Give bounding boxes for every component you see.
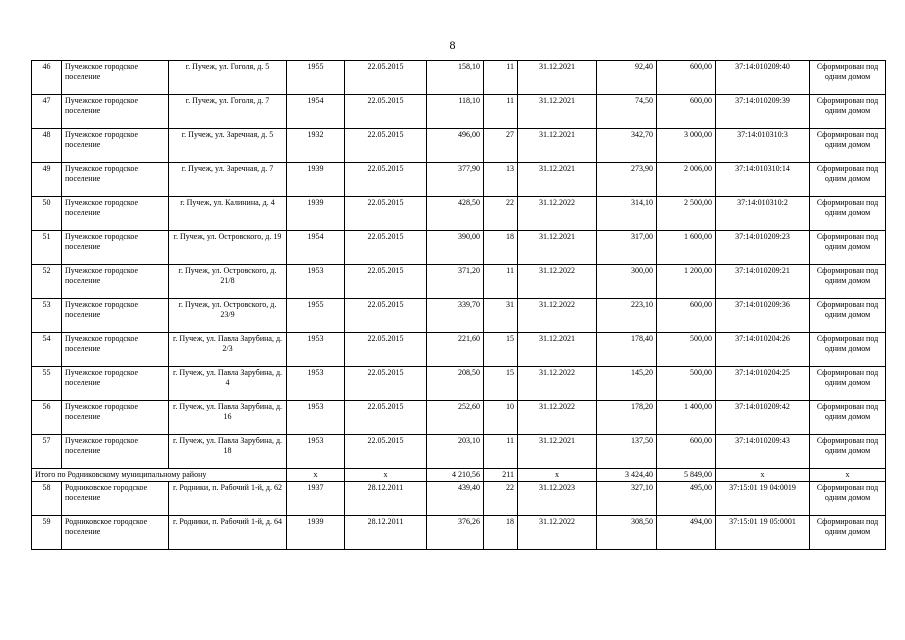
cadastral-cell: 37:14:010209:42 bbox=[716, 401, 810, 435]
deadline-cell: 31.12.2022 bbox=[518, 265, 597, 299]
year-cell: 1954 bbox=[287, 95, 345, 129]
residents-cell: 11 bbox=[484, 435, 518, 469]
row-number: 59 bbox=[32, 516, 62, 550]
year-cell: 1953 bbox=[287, 265, 345, 299]
total-label: Итого по Родниковскому муниципальному району bbox=[32, 469, 287, 482]
price-cell: 3 000,00 bbox=[657, 129, 716, 163]
living-area-cell: 327,10 bbox=[597, 482, 657, 516]
deadline-cell: 31.12.2022 bbox=[518, 516, 597, 550]
area-cell: 496,00 bbox=[427, 129, 484, 163]
living-area-cell: 273,90 bbox=[597, 163, 657, 197]
living-area-cell: 92,40 bbox=[597, 61, 657, 95]
status-cell: Сформирован под одним домом bbox=[810, 299, 886, 333]
living-area-cell: 145,20 bbox=[597, 367, 657, 401]
area-cell: 376,26 bbox=[427, 516, 484, 550]
status-cell: Сформирован под одним домом bbox=[810, 401, 886, 435]
address-cell: г. Пучеж, ул. Островского, д. 23/9 bbox=[169, 299, 287, 333]
table-row bbox=[32, 129, 886, 163]
deadline-cell: 31.12.2022 bbox=[518, 367, 597, 401]
table-row bbox=[32, 516, 886, 550]
price-cell: 2 500,00 bbox=[657, 197, 716, 231]
year-cell: 1953 bbox=[287, 401, 345, 435]
housing-table bbox=[31, 60, 886, 550]
living-area-cell: 3 424,40 bbox=[597, 469, 657, 482]
row-number: 58 bbox=[32, 482, 62, 516]
cadastral-cell: 37:14:010204:26 bbox=[716, 333, 810, 367]
table-row bbox=[32, 197, 886, 231]
cadastral-cell: 37:14:010310:3 bbox=[716, 129, 810, 163]
deadline-cell: 31.12.2023 bbox=[518, 482, 597, 516]
price-cell: 2 006,00 bbox=[657, 163, 716, 197]
year-cell: 1954 bbox=[287, 231, 345, 265]
date-cell: 22.05.2015 bbox=[345, 163, 427, 197]
year-cell: 1939 bbox=[287, 163, 345, 197]
cadastral-cell: 37:14:010209:43 bbox=[716, 435, 810, 469]
row-number: 48 bbox=[32, 129, 62, 163]
residents-cell: 11 bbox=[484, 265, 518, 299]
cadastral-cell: 37:14:010310:2 bbox=[716, 197, 810, 231]
residents-cell: 11 bbox=[484, 95, 518, 129]
status-cell: Сформирован под одним домом bbox=[810, 367, 886, 401]
living-area-cell: 300,00 bbox=[597, 265, 657, 299]
status-cell: Сформирован под одним домом bbox=[810, 482, 886, 516]
table-row bbox=[32, 482, 886, 516]
year-cell: 1937 bbox=[287, 482, 345, 516]
year-cell: 1939 bbox=[287, 516, 345, 550]
price-cell: 5 849,00 bbox=[657, 469, 716, 482]
row-number: 57 bbox=[32, 435, 62, 469]
row-number: 56 bbox=[32, 401, 62, 435]
address-cell: г. Родники, п. Рабочий 1-й, д. 64 bbox=[169, 516, 287, 550]
total-row bbox=[32, 469, 886, 482]
date-cell: 28.12.2011 bbox=[345, 516, 427, 550]
date-cell: 22.05.2015 bbox=[345, 197, 427, 231]
table-row bbox=[32, 265, 886, 299]
row-number: 54 bbox=[32, 333, 62, 367]
price-cell: 600,00 bbox=[657, 435, 716, 469]
residents-cell: 18 bbox=[484, 516, 518, 550]
status-cell: Сформирован под одним домом bbox=[810, 197, 886, 231]
living-area-cell: 314,10 bbox=[597, 197, 657, 231]
row-number: 46 bbox=[32, 61, 62, 95]
area-cell: 4 210,56 bbox=[427, 469, 484, 482]
page-number: 8 bbox=[449, 38, 456, 52]
price-cell: 494,00 bbox=[657, 516, 716, 550]
area-cell: 158,10 bbox=[427, 61, 484, 95]
address-cell: г. Пучеж, ул. Павла Зарубина, д. 16 bbox=[169, 401, 287, 435]
year-cell: 1955 bbox=[287, 61, 345, 95]
residents-cell: 211 bbox=[484, 469, 518, 482]
residents-cell: 22 bbox=[484, 197, 518, 231]
residents-cell: 13 bbox=[484, 163, 518, 197]
date-cell: 22.05.2015 bbox=[345, 95, 427, 129]
row-number: 52 bbox=[32, 265, 62, 299]
deadline-cell: 31.12.2022 bbox=[518, 197, 597, 231]
date-cell: 22.05.2015 bbox=[345, 401, 427, 435]
year-cell: х bbox=[287, 469, 345, 482]
table-row bbox=[32, 299, 886, 333]
area-cell: 203,10 bbox=[427, 435, 484, 469]
date-cell: х bbox=[345, 469, 427, 482]
cadastral-cell: 37:14:010209:36 bbox=[716, 299, 810, 333]
area-cell: 390,00 bbox=[427, 231, 484, 265]
price-cell: 495,00 bbox=[657, 482, 716, 516]
settlement-cell: Пучежское городское поселение bbox=[62, 95, 169, 129]
row-number: 50 bbox=[32, 197, 62, 231]
address-cell: г. Пучеж, ул. Павла Зарубина, д. 18 bbox=[169, 435, 287, 469]
living-area-cell: 137,50 bbox=[597, 435, 657, 469]
status-cell: Сформирован под одним домом bbox=[810, 163, 886, 197]
living-area-cell: 178,40 bbox=[597, 333, 657, 367]
row-number: 47 bbox=[32, 95, 62, 129]
date-cell: 22.05.2015 bbox=[345, 231, 427, 265]
price-cell: 1 200,00 bbox=[657, 265, 716, 299]
cadastral-cell: 37:14:010209:21 bbox=[716, 265, 810, 299]
status-cell: Сформирован под одним домом bbox=[810, 333, 886, 367]
living-area-cell: 74,50 bbox=[597, 95, 657, 129]
area-cell: 428,50 bbox=[427, 197, 484, 231]
area-cell: 118,10 bbox=[427, 95, 484, 129]
table-row bbox=[32, 333, 886, 367]
deadline-cell: х bbox=[518, 469, 597, 482]
cadastral-cell: 37:15:01 19 05:0001 bbox=[716, 516, 810, 550]
settlement-cell: Родниковское городское поселение bbox=[62, 482, 169, 516]
area-cell: 208,50 bbox=[427, 367, 484, 401]
deadline-cell: 31.12.2021 bbox=[518, 129, 597, 163]
deadline-cell: 31.12.2022 bbox=[518, 299, 597, 333]
cadastral-cell: х bbox=[716, 469, 810, 482]
status-cell: Сформирован под одним домом bbox=[810, 435, 886, 469]
residents-cell: 10 bbox=[484, 401, 518, 435]
area-cell: 221,60 bbox=[427, 333, 484, 367]
year-cell: 1932 bbox=[287, 129, 345, 163]
cadastral-cell: 37:14:010209:39 bbox=[716, 95, 810, 129]
living-area-cell: 178,20 bbox=[597, 401, 657, 435]
deadline-cell: 31.12.2021 bbox=[518, 95, 597, 129]
area-cell: 371,20 bbox=[427, 265, 484, 299]
settlement-cell: Пучежское городское поселение bbox=[62, 401, 169, 435]
address-cell: г. Пучеж, ул. Заречная, д. 7 bbox=[169, 163, 287, 197]
deadline-cell: 31.12.2021 bbox=[518, 163, 597, 197]
deadline-cell: 31.12.2021 bbox=[518, 333, 597, 367]
date-cell: 22.05.2015 bbox=[345, 333, 427, 367]
table-row bbox=[32, 367, 886, 401]
address-cell: г. Пучеж, ул. Островского, д. 19 bbox=[169, 231, 287, 265]
row-number: 49 bbox=[32, 163, 62, 197]
status-cell: Сформирован под одним домом bbox=[810, 265, 886, 299]
settlement-cell: Пучежское городское поселение bbox=[62, 367, 169, 401]
year-cell: 1955 bbox=[287, 299, 345, 333]
status-cell: Сформирован под одним домом bbox=[810, 516, 886, 550]
address-cell: г. Пучеж, ул. Заречная, д. 5 bbox=[169, 129, 287, 163]
address-cell: г. Пучеж, ул. Гоголя, д. 5 bbox=[169, 61, 287, 95]
price-cell: 600,00 bbox=[657, 95, 716, 129]
living-area-cell: 223,10 bbox=[597, 299, 657, 333]
residents-cell: 11 bbox=[484, 61, 518, 95]
price-cell: 600,00 bbox=[657, 61, 716, 95]
area-cell: 377,90 bbox=[427, 163, 484, 197]
settlement-cell: Пучежское городское поселение bbox=[62, 129, 169, 163]
area-cell: 252,60 bbox=[427, 401, 484, 435]
area-cell: 439,40 bbox=[427, 482, 484, 516]
address-cell: г. Пучеж, ул. Гоголя, д. 7 bbox=[169, 95, 287, 129]
year-cell: 1953 bbox=[287, 435, 345, 469]
price-cell: 1 400,00 bbox=[657, 401, 716, 435]
row-number: 53 bbox=[32, 299, 62, 333]
settlement-cell: Пучежское городское поселение bbox=[62, 61, 169, 95]
date-cell: 22.05.2015 bbox=[345, 61, 427, 95]
deadline-cell: 31.12.2021 bbox=[518, 61, 597, 95]
address-cell: г. Пучеж, ул. Павла Зарубина, д. 2/3 bbox=[169, 333, 287, 367]
settlement-cell: Пучежское городское поселение bbox=[62, 299, 169, 333]
settlement-cell: Пучежское городское поселение bbox=[62, 163, 169, 197]
date-cell: 22.05.2015 bbox=[345, 299, 427, 333]
settlement-cell: Родниковское городское поселение bbox=[62, 516, 169, 550]
row-number: 51 bbox=[32, 231, 62, 265]
status-cell: Сформирован под одним домом bbox=[810, 129, 886, 163]
living-area-cell: 308,50 bbox=[597, 516, 657, 550]
cadastral-cell: 37:15:01 19 04:0019 bbox=[716, 482, 810, 516]
row-number: 55 bbox=[32, 367, 62, 401]
price-cell: 600,00 bbox=[657, 299, 716, 333]
area-cell: 339,70 bbox=[427, 299, 484, 333]
table-body bbox=[32, 61, 886, 550]
table-row bbox=[32, 163, 886, 197]
price-cell: 500,00 bbox=[657, 367, 716, 401]
year-cell: 1953 bbox=[287, 367, 345, 401]
address-cell: г. Пучеж, ул. Павла Зарубина, д. 4 bbox=[169, 367, 287, 401]
year-cell: 1953 bbox=[287, 333, 345, 367]
status-cell: х bbox=[810, 469, 886, 482]
address-cell: г. Пучеж, ул. Калинина, д. 4 bbox=[169, 197, 287, 231]
status-cell: Сформирован под одним домом bbox=[810, 61, 886, 95]
settlement-cell: Пучежское городское поселение bbox=[62, 265, 169, 299]
residents-cell: 31 bbox=[484, 299, 518, 333]
table-row bbox=[32, 61, 886, 95]
cadastral-cell: 37:14:010209:23 bbox=[716, 231, 810, 265]
settlement-cell: Пучежское городское поселение bbox=[62, 197, 169, 231]
date-cell: 22.05.2015 bbox=[345, 435, 427, 469]
address-cell: г. Пучеж, ул. Островского, д. 21/8 bbox=[169, 265, 287, 299]
residents-cell: 15 bbox=[484, 333, 518, 367]
table-row bbox=[32, 231, 886, 265]
price-cell: 500,00 bbox=[657, 333, 716, 367]
residents-cell: 18 bbox=[484, 231, 518, 265]
table-row bbox=[32, 401, 886, 435]
table-row bbox=[32, 95, 886, 129]
deadline-cell: 31.12.2022 bbox=[518, 401, 597, 435]
date-cell: 22.05.2015 bbox=[345, 129, 427, 163]
date-cell: 22.05.2015 bbox=[345, 367, 427, 401]
price-cell: 1 600,00 bbox=[657, 231, 716, 265]
date-cell: 28.12.2011 bbox=[345, 482, 427, 516]
cadastral-cell: 37:14:010209:40 bbox=[716, 61, 810, 95]
status-cell: Сформирован под одним домом bbox=[810, 231, 886, 265]
residents-cell: 22 bbox=[484, 482, 518, 516]
cadastral-cell: 37:14:010204:25 bbox=[716, 367, 810, 401]
cadastral-cell: 37:14:010310:14 bbox=[716, 163, 810, 197]
living-area-cell: 317,00 bbox=[597, 231, 657, 265]
residents-cell: 15 bbox=[484, 367, 518, 401]
residents-cell: 27 bbox=[484, 129, 518, 163]
living-area-cell: 342,70 bbox=[597, 129, 657, 163]
settlement-cell: Пучежское городское поселение bbox=[62, 231, 169, 265]
year-cell: 1939 bbox=[287, 197, 345, 231]
address-cell: г. Родники, п. Рабочий 1-й, д. 62 bbox=[169, 482, 287, 516]
deadline-cell: 31.12.2021 bbox=[518, 435, 597, 469]
status-cell: Сформирован под одним домом bbox=[810, 95, 886, 129]
deadline-cell: 31.12.2021 bbox=[518, 231, 597, 265]
table-row bbox=[32, 435, 886, 469]
date-cell: 22.05.2015 bbox=[345, 265, 427, 299]
settlement-cell: Пучежское городское поселение bbox=[62, 333, 169, 367]
settlement-cell: Пучежское городское поселение bbox=[62, 435, 169, 469]
